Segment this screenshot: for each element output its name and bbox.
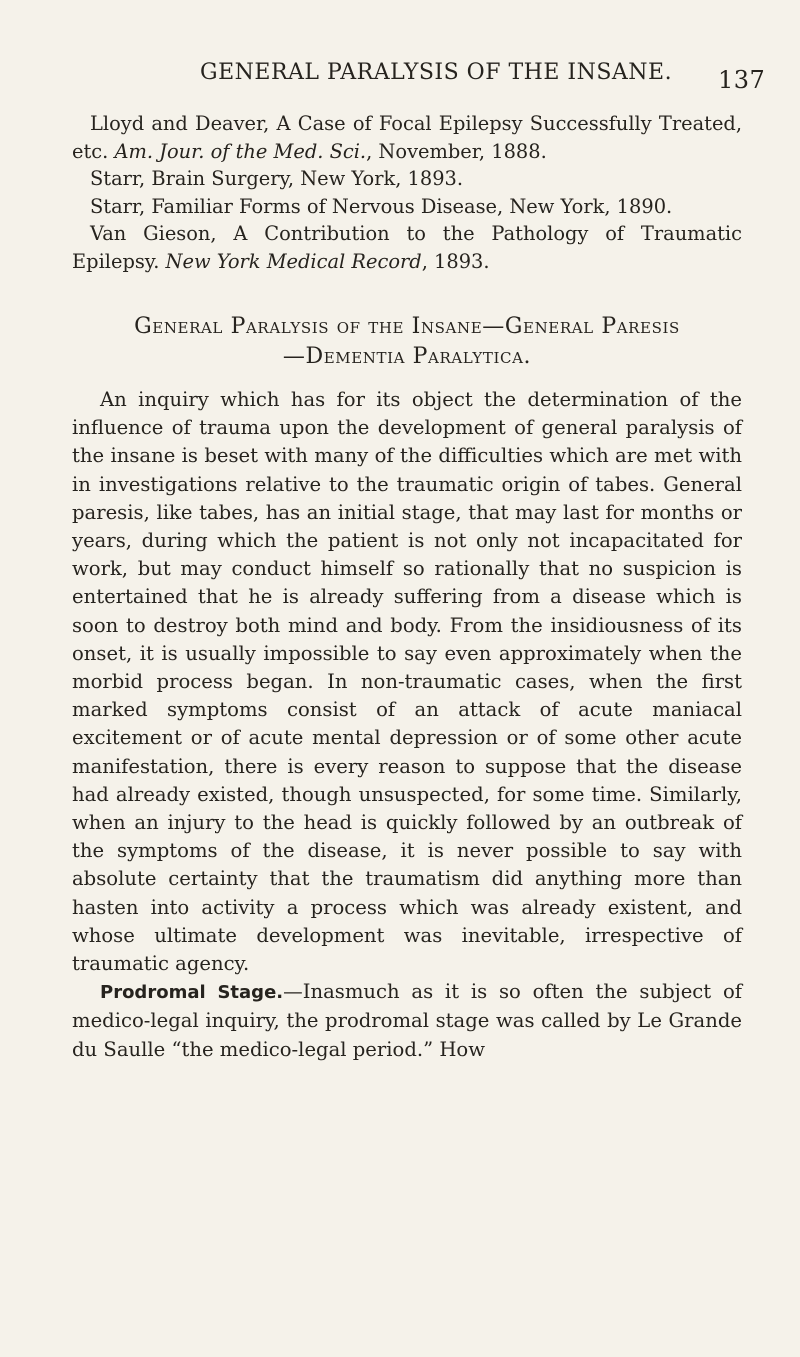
body-paragraph: Prodromal Stage.—Inasmuch as it is so often the subject of medico-legal inquiry, the prodromal stage was called by Le Grande du Saulle “the medico-legal period.” How: [72, 980, 742, 1061]
subheading: Prodromal Stage.: [100, 982, 284, 1004]
body-text: [72, 386, 742, 1064]
page-number: 137: [718, 66, 766, 94]
journal-title: New York Medical Record: [165, 249, 422, 273]
reference-entry: Van Gieson, A Contribution to the Pathology of Traumatic Epilepsy. New York Medical Record, 1893.: [72, 222, 742, 273]
reference-entry: Starr, Brain Surgery, New York, 1893.: [90, 167, 464, 190]
reference-list: [72, 110, 742, 275]
section-heading: General Paralysis of the Insane—General Paresis —Dementia Paralytica.: [134, 314, 680, 369]
reference-entry: Starr, Familiar Forms of Nervous Disease, New York, 1890.: [90, 194, 673, 218]
journal-title: Am. Jour. of the Med. Sci.: [114, 139, 367, 163]
running-title: GENERAL PARALYSIS OF THE INSANE.: [200, 60, 673, 85]
body-paragraph: An inquiry which has for its object the determination of the influence of trauma upon the development of general paralysis of the insane is beset with many of the difficulties which are met with in investigations relative to the traumatic origin of tabes. General paresis, like tabes, has an initial stage, that may last for months or years, during which the patient is not only not incapacitated for work, but may conduct himself so rationally that no suspicion is entertained that he is already suffering from a disease which is soon to destroy both mind and body. From the insidiousness of its onset, it is usually impossible to say even approximately when the morbid process began. In non-traumatic cases, when the first marked symptoms consist of an attack of acute maniacal excitement or of acute mental depression or of some other acute manifestation, there is every reason to suppose that the disease had already existed, though unsuspected, for some time. Similarly, when an injury to the head is quickly followed by an outbreak of the symptoms of the disease, it is never possible to say with absolute certainty that the traumatism did anything more than hasten into activity a process which was already existent, and whose ultimate development was inevitable, irrespective of traumatic agency.: [72, 388, 742, 976]
reference-entry: Lloyd and Deaver, A Case of Focal Epilepsy Successfully Treated, etc. Am. Jour. of the Med. Sci., November, 1888.: [72, 112, 742, 163]
